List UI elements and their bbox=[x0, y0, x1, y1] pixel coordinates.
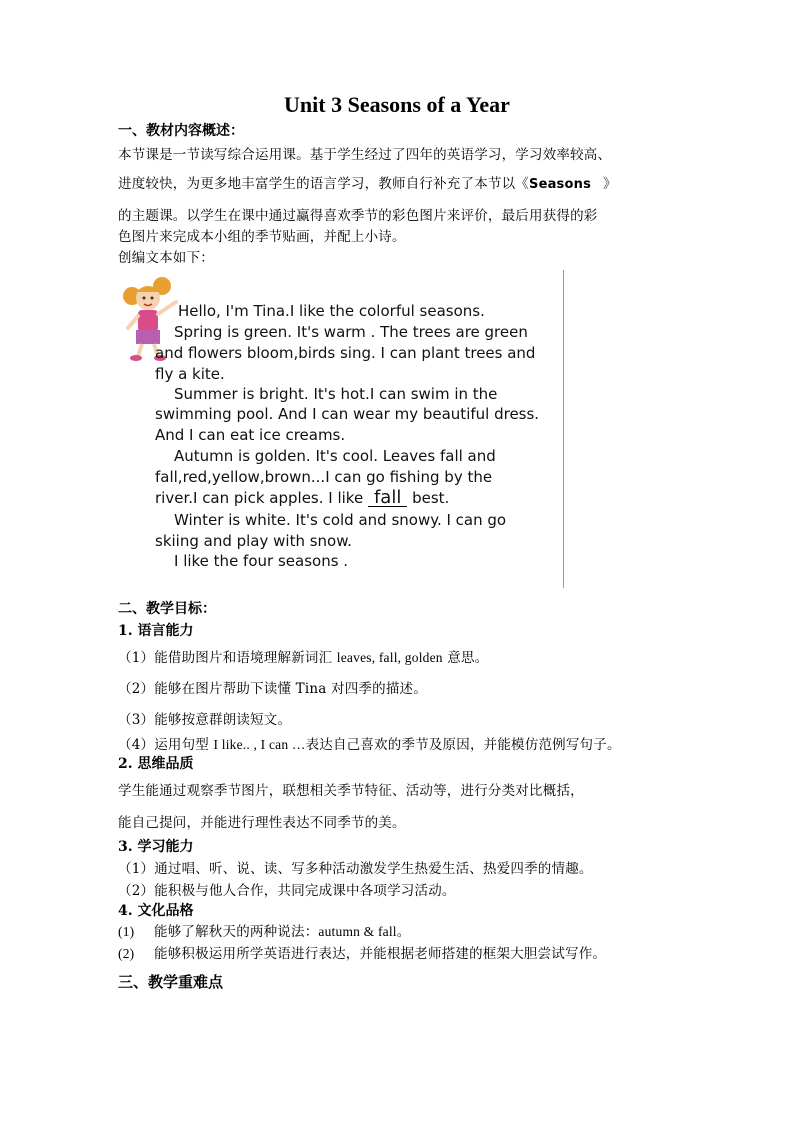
goal-1-4-pattern: I like.. , I can … bbox=[213, 737, 306, 752]
poem-line-8: Autumn is golden. It's cool. Leaves fall and bbox=[174, 447, 496, 465]
poem-line-2: Spring is green. It's warm . The trees are green bbox=[174, 323, 528, 341]
goal-3-2: （2）能积极与他人合作，共同完成课中各项学习活动。 bbox=[118, 883, 456, 899]
poem-line-1: Hello, I'm Tina.I like the colorful seasons. bbox=[178, 302, 485, 320]
page-title: Unit 3 Seasons of a Year bbox=[284, 92, 510, 117]
poem-line-11: Winter is white. It's cold and snowy. I can go bbox=[174, 511, 507, 529]
goal-1-1 bbox=[118, 646, 488, 666]
poem-line-12: skiing and play with snow. bbox=[155, 532, 352, 550]
overview-line-4: 色图片来完成本小组的季节贴画，并配上小诗。 bbox=[118, 229, 406, 245]
overview-line-1: 本节课是一节读写综合运用课。基于学生经过了四年的英语学习，学习效率较高、 bbox=[118, 147, 612, 163]
goal-4-1-end: 。 bbox=[396, 924, 411, 940]
goal-4-2 bbox=[118, 942, 606, 962]
goal-1-4 bbox=[118, 733, 621, 753]
goal-thinking-quality: 2. 思维品质 bbox=[118, 756, 194, 772]
goal-1-4-text: （4）运用句型 bbox=[118, 737, 214, 753]
overview-line-3: 的主题课。以学生在课中通过赢得喜欢季节的彩色图片来评价，最后用获得的彩 bbox=[118, 208, 598, 224]
goal-learning-ability: 3. 学习能力 bbox=[118, 839, 194, 855]
poem-line-4: fly a kite. bbox=[155, 365, 225, 383]
goal-4-1-num: (1) bbox=[118, 924, 135, 939]
section3-heading: 三、教学重难点 bbox=[118, 973, 224, 991]
goal-1-1-text: （1）能借助图片和语境理解新词汇 bbox=[118, 650, 337, 666]
goal-4-2-num: (2) bbox=[118, 946, 135, 961]
overview-line-2-text: 进度较快，为更多地丰富学生的语言学习，教师自行补充了本节以《 bbox=[118, 176, 529, 192]
goal-1-2: （2）能够在图片帮助下读懂 Tina 对四季的描述。 bbox=[118, 681, 427, 697]
poem-line-10-end: best. bbox=[407, 489, 450, 507]
goal-3-1: （1）通过唱、听、说、读、写多种活动激发学生热爱生活、热爱四季的情趣。 bbox=[118, 861, 593, 877]
poem-line-10-text: river.I can pick apples. I like bbox=[155, 489, 368, 507]
goal-1-3: （3）能够按意群朗读短文。 bbox=[118, 712, 292, 728]
favorite-season-blank: fall bbox=[368, 490, 407, 507]
section2-heading: 二、教学目标： bbox=[118, 601, 216, 617]
goal-2-2: 能自己提问，并能进行理性表达不同季节的美。 bbox=[118, 815, 406, 831]
poem-line-3: and flowers bloom,birds sing. I can plant trees and bbox=[155, 344, 536, 362]
poem-line-5: Summer is bright. It's hot.I can swim in the bbox=[174, 385, 498, 403]
goal-1-1-end: 意思。 bbox=[442, 650, 489, 666]
goal-4-1-words: autumn & fall bbox=[318, 924, 397, 939]
poem-line-6: swimming pool. And I can wear my beautiful dress. bbox=[155, 405, 540, 423]
goal-1-1-words: leaves, fall, golden bbox=[336, 650, 443, 665]
goal-2-1: 学生能通过观察季节图片，联想相关季节特征、活动等，进行分类对比概括， bbox=[118, 783, 584, 799]
goal-4-2-text: 能够积极运用所学英语进行表达，并能根据老师搭建的框架大胆尝试写作。 bbox=[154, 946, 607, 962]
goal-1-4-end: 表达自己喜欢的季节及原因，并能模仿范例写句子。 bbox=[305, 737, 621, 753]
section1-heading: 一、教材内容概述： bbox=[118, 123, 244, 139]
overview-line-5: 创编文本如下： bbox=[118, 250, 214, 266]
poem-line-9: fall,red,yellow,brown...I can go fishing by the bbox=[155, 468, 493, 486]
seasons-keyword: Seasons bbox=[529, 177, 592, 192]
overview-line-2 bbox=[118, 172, 617, 192]
poem-line-7: And I can eat ice creams. bbox=[155, 426, 346, 444]
goal-language-ability: 1. 语言能力 bbox=[118, 623, 194, 639]
poem-line-10 bbox=[155, 489, 449, 507]
bracket-close: 》 bbox=[603, 176, 617, 192]
goal-4-1 bbox=[118, 920, 410, 940]
poem-line-13: I like the four seasons . bbox=[174, 552, 349, 570]
goal-cultural-character: 4. 文化品格 bbox=[118, 903, 194, 919]
goal-4-1-text: 能够了解秋天的两种说法： bbox=[154, 924, 319, 940]
